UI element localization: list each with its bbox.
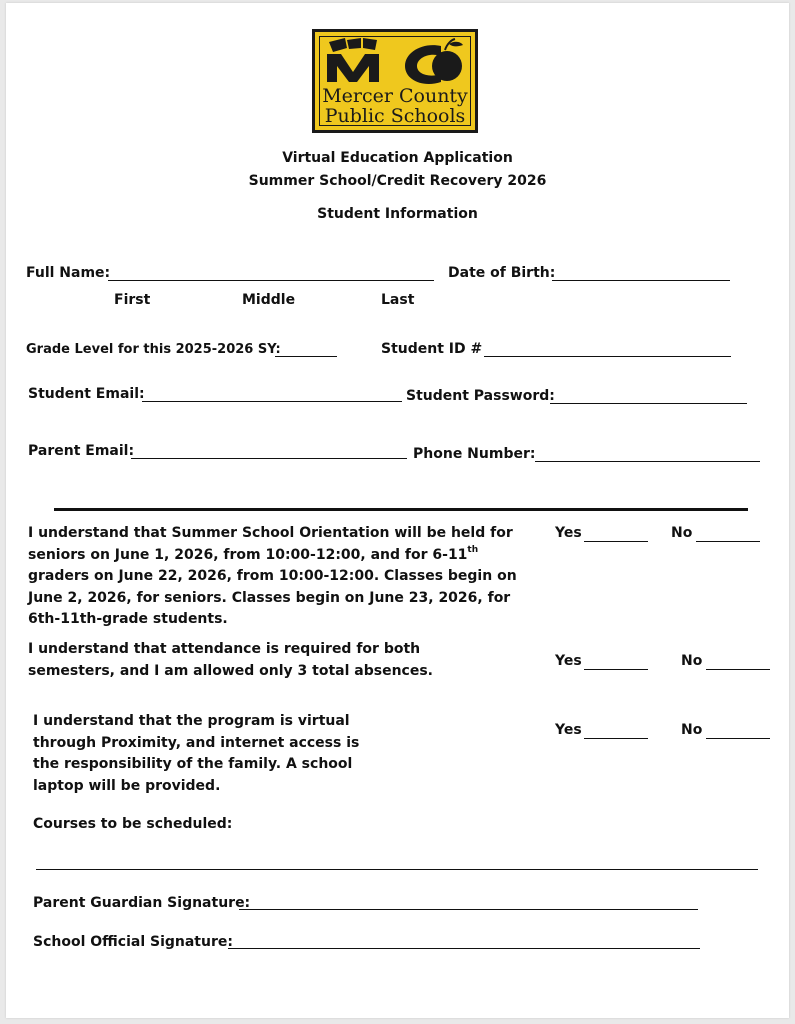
yes-field-3[interactable] (584, 738, 648, 739)
grade-level-label: Grade Level for this 2025-2026 SY: (26, 342, 281, 357)
logo-line-1: Mercer County (322, 85, 468, 107)
form-subtitle: Summer School/Credit Recovery 2026 (248, 173, 547, 189)
statement-line: the responsibility of the family. A school (33, 756, 353, 772)
parent-email-label: Parent Email: (28, 443, 135, 459)
superscript-th: th (467, 544, 479, 555)
statement-line: semesters, and I am allowed only 3 total absences. (28, 662, 433, 679)
no-field-2[interactable] (706, 669, 770, 670)
virtual-program-statement (33, 711, 359, 797)
grade-level-field[interactable] (275, 356, 337, 357)
parent-signature-field[interactable] (239, 909, 698, 910)
last-name-caption: Last (381, 292, 415, 308)
mc-book-apple-logo-icon (323, 36, 468, 86)
attendance-statement (28, 639, 433, 682)
student-email-field[interactable] (142, 401, 402, 402)
student-id-label: Student ID # (381, 341, 483, 357)
no-label: No (671, 525, 693, 541)
dob-field[interactable] (552, 280, 730, 281)
middle-name-caption: Middle (242, 292, 296, 308)
official-signature-field[interactable] (228, 948, 700, 949)
dob-label: Date of Birth: (448, 265, 556, 281)
form-title: Virtual Education Application (282, 150, 513, 166)
no-label: No (681, 653, 703, 669)
no-field-3[interactable] (706, 738, 770, 739)
statement-line: I understand that attendance is required for both (28, 641, 421, 657)
full-name-label: Full Name: (26, 265, 111, 281)
statement-line: 6th-11th-grade students. (28, 611, 228, 627)
official-signature-label: School Official Signature: (33, 934, 233, 950)
full-name-field[interactable] (108, 280, 434, 281)
yes-field-1[interactable] (584, 541, 648, 542)
yes-label: Yes (555, 653, 582, 669)
student-password-label: Student Password: (406, 388, 555, 404)
phone-number-field[interactable] (535, 461, 760, 462)
application-form (6, 3, 789, 1018)
courses-label: Courses to be scheduled: (33, 816, 233, 832)
section-divider (54, 508, 748, 511)
orientation-statement (28, 523, 517, 631)
no-label: No (681, 722, 703, 738)
phone-number-label: Phone Number: (413, 446, 536, 462)
statement-line (28, 545, 517, 567)
student-id-field[interactable] (484, 356, 731, 357)
yes-label: Yes (555, 722, 582, 738)
section-heading: Student Information (317, 206, 478, 222)
statement-line-text: seniors on June 1, 2026, from 10:00-12:00, and for 6-11 (28, 546, 468, 563)
logo-line-2: Public Schools (324, 105, 466, 127)
parent-email-field[interactable] (131, 458, 407, 459)
courses-field[interactable] (36, 869, 758, 870)
yes-label: Yes (555, 525, 582, 541)
first-name-caption: First (114, 292, 151, 308)
statement-line: I understand that the program is virtual (33, 713, 350, 729)
parent-signature-label: Parent Guardian Signature: (33, 895, 251, 911)
mercer-county-logo (312, 29, 478, 133)
statement-line: laptop will be provided. (33, 777, 221, 794)
student-email-label: Student Email: (28, 386, 145, 402)
statement-line: June 2, 2026, for seniors. Classes begin on June 23, 2026, for (28, 589, 511, 606)
statement-line: graders on June 22, 2026, from 10:00-12:00. Classes begin on (28, 568, 517, 584)
statement-line: through Proximity, and internet access is (33, 734, 360, 751)
student-password-field[interactable] (550, 403, 747, 404)
statement-line: I understand that Summer School Orientation will be held for (28, 525, 513, 541)
yes-field-2[interactable] (584, 669, 648, 670)
no-field-1[interactable] (696, 541, 760, 542)
